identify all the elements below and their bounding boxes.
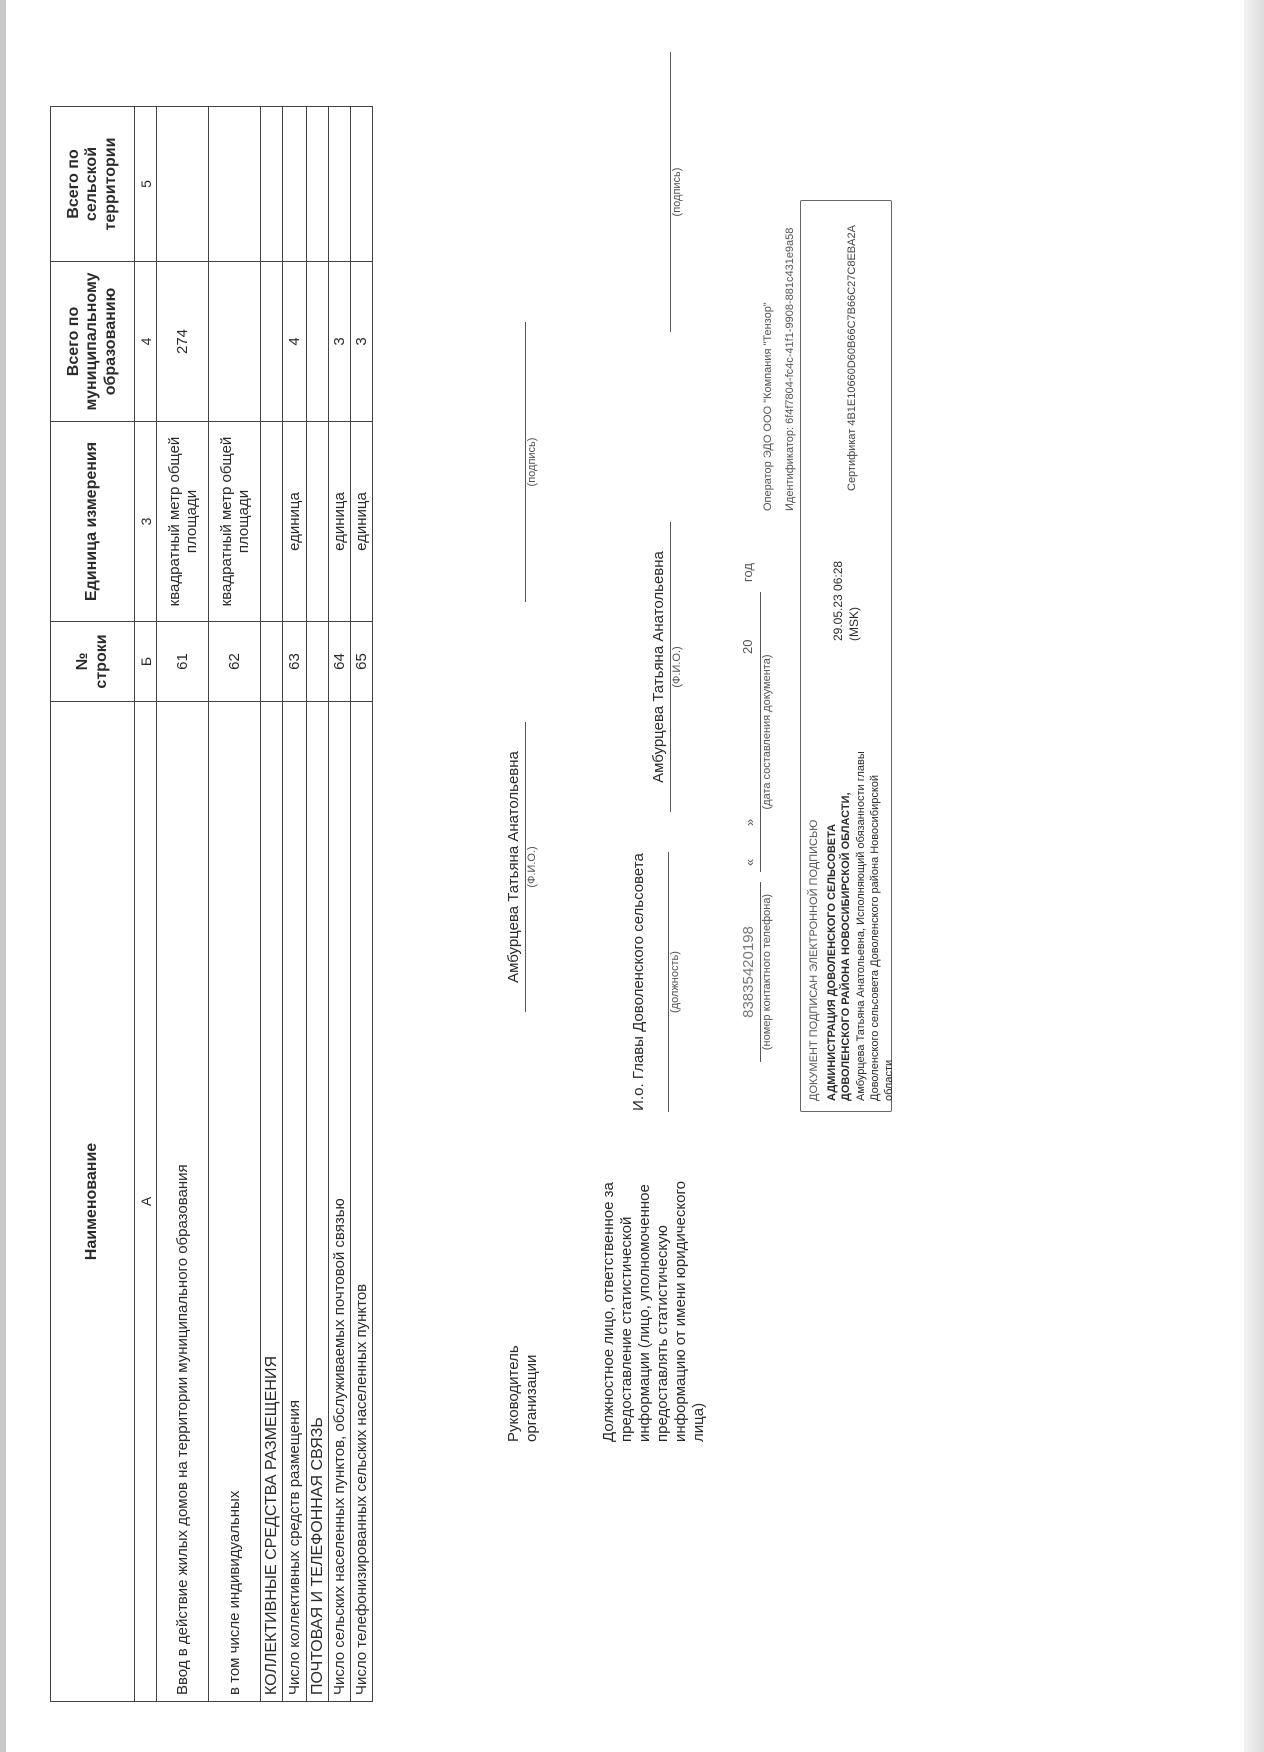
date-year-prefix: 20 <box>740 639 755 654</box>
row-number: 64 <box>329 622 351 702</box>
table-row <box>209 107 261 1702</box>
row-number <box>307 622 329 702</box>
index-cell: А <box>135 702 157 1702</box>
e-signature-signer: Амбурцева Татьяна Анатольевна, <box>854 927 867 1101</box>
row-number: 62 <box>209 622 261 702</box>
header-row-no: № строки <box>51 622 135 702</box>
row-municipal-value: 274 <box>157 262 209 422</box>
row-name: в том числе индивидуальных <box>209 702 261 1702</box>
e-signature-certificate: Сертификат 4B1E10660D60B66C7B66C27C8EBA2A <box>846 225 858 491</box>
responsible-position-field <box>630 852 681 1112</box>
row-unit <box>307 422 329 622</box>
responsible-position-value: И.о. Главы Доволенского сельсовета <box>630 853 647 1111</box>
row-municipal-value <box>307 262 329 422</box>
document-date-field <box>738 542 773 872</box>
row-number: 61 <box>157 622 209 702</box>
head-of-org-signature-caption: (подпись) <box>526 437 538 487</box>
responsible-phone-caption: (номер контактного телефона) <box>761 893 773 1051</box>
statistics-table <box>50 106 373 1702</box>
date-quote-close: » <box>742 818 757 826</box>
head-of-org-fio-value: Амбурцева Татьяна Анатольевна <box>505 751 522 983</box>
row-unit: единица <box>283 422 307 622</box>
row-rural-value <box>329 107 351 262</box>
row-unit: квадратный метр общей площади <box>209 422 261 622</box>
table-section-row <box>261 107 283 1702</box>
row-name: Ввод в действие жилых домов на территории муниципального образования <box>157 702 209 1702</box>
row-number: 63 <box>283 622 307 702</box>
document-date-caption: (дата составления документа) <box>761 654 773 810</box>
e-signature-signer-role: Исполняющий обязанности главы Доволенского сельсовета Доволенского района Новосибирской области <box>854 751 896 1101</box>
table-index-row <box>135 107 157 1702</box>
row-rural-value <box>351 107 373 262</box>
section-title: КОЛЛЕКТИВНЫЕ СРЕДСТВА РАЗМЕЩЕНИЯ <box>261 702 283 1702</box>
header-unit: Единица измерения <box>51 422 135 622</box>
head-of-org-fio-field <box>505 722 538 1012</box>
responsible-person-label: Должностное лицо, ответственное за предоставление статистической информации (лицо, уполномоченное предоставлять статистическую информацию от имени юридического лица) <box>600 1181 707 1442</box>
index-cell: 3 <box>135 422 157 622</box>
e-signature-datetime: 29.05.23 06:28 <box>831 560 845 641</box>
row-unit: квадратный метр общей площади <box>157 422 209 622</box>
e-signature-timezone: (MSK) <box>846 607 861 641</box>
row-rural-value <box>157 107 209 262</box>
row-municipal-value <box>209 262 261 422</box>
row-municipal-value: 3 <box>351 262 373 422</box>
row-name: Число коллективных средств размещения <box>283 702 307 1702</box>
responsible-phone-field <box>740 882 773 1062</box>
e-signature-org: АДМИНИСТРАЦИЯ ДОВОЛЕНСКОГО СЕЛЬСОВЕТА ДОВОЛЕНСКОГО РАЙОНА НОВОСИБИРСКОЙ ОБЛАСТИ, <box>826 792 853 1101</box>
head-of-org-signature-field <box>525 322 538 602</box>
row-name: Число телефонизированных сельских населенных пунктов <box>351 702 373 1702</box>
responsible-position-caption: (должность) <box>669 951 681 1013</box>
row-municipal-value <box>261 262 283 422</box>
row-rural-value <box>261 107 283 262</box>
head-of-org-fio-caption: (Ф.И.О.) <box>526 846 538 888</box>
responsible-fio-value: Амбурцева Татьяна Анатольевна <box>650 551 667 783</box>
table-section-row <box>307 107 329 1702</box>
responsible-signature-caption: (подпись) <box>671 167 683 217</box>
header-name: Наименование <box>51 702 135 1702</box>
table-row <box>329 107 351 1702</box>
date-quote-open: « <box>742 858 757 866</box>
row-name: Число сельских населенных пунктов, обслуживаемых почтовой связью <box>329 702 351 1702</box>
e-signature-org-block <box>825 741 896 1101</box>
date-line <box>738 542 760 872</box>
index-cell: Б <box>135 622 157 702</box>
index-cell: 5 <box>135 107 157 262</box>
rotated-form-sheet <box>0 52 900 1752</box>
row-unit: единица <box>351 422 373 622</box>
e-signature-heading: ДОКУМЕНТ ПОДПИСАН ЭЛЕКТРОННОЙ ПОДПИСЬЮ <box>808 819 820 1101</box>
responsible-phone-value: 83835420198 <box>740 926 757 1018</box>
row-municipal-value: 3 <box>329 262 351 422</box>
table-header-row <box>51 107 135 1702</box>
header-municipal-total: Всего по муниципальному образованию <box>51 262 135 422</box>
scan-right-edge <box>1244 0 1264 1752</box>
row-unit <box>261 422 283 622</box>
table-row <box>283 107 307 1702</box>
e-signature-operator: Оператор ЭДО ООО "Компания "Тензор" <box>762 302 774 511</box>
row-number: 65 <box>351 622 373 702</box>
e-signature-datetime-block <box>831 521 862 641</box>
row-number <box>261 622 283 702</box>
responsible-fio-field <box>650 522 683 812</box>
table-row <box>157 107 209 1702</box>
row-unit: единица <box>329 422 351 622</box>
row-rural-value <box>283 107 307 262</box>
row-rural-value <box>209 107 261 262</box>
head-of-org-label: Руководитель организации <box>505 1345 540 1442</box>
index-cell: 4 <box>135 262 157 422</box>
e-signature-identifier: Идентификатор: 6f4f7804-fc4c-41f1-9908-881c431e9a58 <box>784 227 796 511</box>
date-year-suffix: год <box>740 563 755 582</box>
responsible-fio-caption: (Ф.И.О.) <box>671 646 683 688</box>
table-row <box>351 107 373 1702</box>
row-municipal-value: 4 <box>283 262 307 422</box>
section-title: ПОЧТОВАЯ И ТЕЛЕФОННАЯ СВЯЗЬ <box>307 702 329 1702</box>
header-rural-total: Всего по сельской территории <box>51 107 135 262</box>
row-rural-value <box>307 107 329 262</box>
responsible-signature-field <box>650 52 683 332</box>
